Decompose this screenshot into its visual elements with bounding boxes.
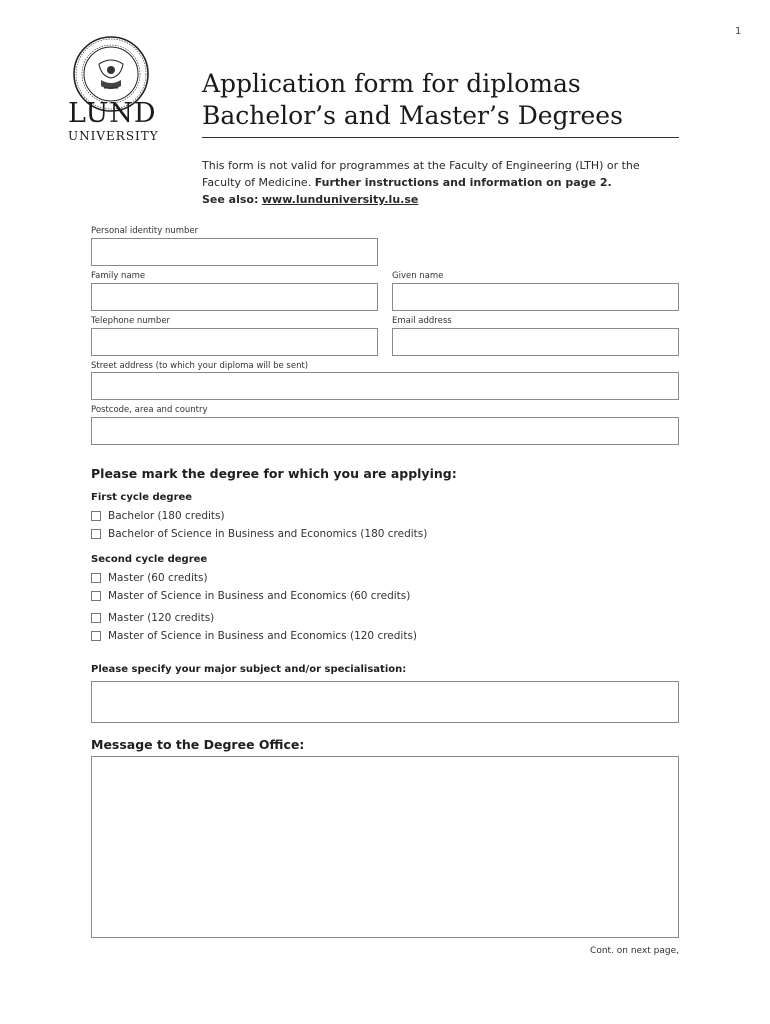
logo-university-text: UNIVERSITY	[68, 129, 159, 143]
given-name-label: Given name	[392, 271, 444, 281]
option-label: Bachelor of Science in Business and Economics (180 credits)	[108, 528, 428, 540]
message-field[interactable]	[91, 756, 679, 938]
family-name-field[interactable]	[91, 283, 378, 311]
option-msc-business-60[interactable]	[91, 590, 410, 602]
street-address-label: Street address (to which your diploma will be sent)	[91, 361, 309, 371]
page-title	[202, 68, 680, 132]
telephone-label: Telephone number	[91, 316, 171, 326]
postcode-label: Postcode, area and country	[91, 405, 208, 415]
title-line-1: Application form for diplomas	[202, 69, 581, 98]
checkbox-master-120[interactable]	[91, 613, 101, 623]
intro-text	[202, 157, 682, 208]
university-logo	[68, 100, 159, 142]
option-msc-business-120[interactable]	[91, 630, 417, 642]
checkbox-msc-business-120[interactable]	[91, 631, 101, 641]
second-cycle-heading: Second cycle degree	[91, 554, 208, 565]
option-master-60[interactable]	[91, 572, 208, 584]
checkbox-bachelor-180[interactable]	[91, 511, 101, 521]
degree-heading: Please mark the degree for which you are applying:	[91, 466, 457, 481]
given-name-field[interactable]	[392, 283, 679, 311]
checkbox-msc-business-60[interactable]	[91, 591, 101, 601]
logo-lund-text: LUND	[68, 98, 157, 129]
major-field[interactable]	[91, 681, 679, 723]
title-line-2: Bachelor’s and Master’s Degrees	[202, 101, 623, 130]
personal-id-label: Personal identity number	[91, 226, 199, 236]
email-field[interactable]	[392, 328, 679, 356]
family-name-label: Family name	[91, 271, 146, 281]
message-heading: Message to the Degree Office:	[91, 737, 305, 752]
checkbox-bsc-business-180[interactable]	[91, 529, 101, 539]
major-label: Please specify your major subject and/or specialisation:	[91, 664, 407, 675]
option-bsc-business-180[interactable]	[91, 528, 427, 540]
email-label: Email address	[392, 316, 452, 326]
option-label: Master of Science in Business and Economics (60 credits)	[108, 590, 411, 602]
see-also-label: See also:	[202, 193, 259, 206]
street-address-field[interactable]	[91, 372, 679, 400]
option-bachelor-180[interactable]	[91, 510, 225, 522]
option-master-120[interactable]	[91, 612, 214, 624]
website-link[interactable]: www.lunduniversity.lu.se	[261, 193, 419, 206]
continued-note: Cont. on next page,	[590, 946, 679, 956]
option-label: Master (120 credits)	[108, 612, 215, 624]
intro-body: This form is not valid for programmes at the Faculty of Engineering (LTH) or the Faculty of Medicine.	[202, 159, 640, 189]
telephone-field[interactable]	[91, 328, 378, 356]
first-cycle-heading: First cycle degree	[91, 492, 193, 503]
intro-further-info: Further instructions and information on page 2.	[314, 176, 612, 189]
checkbox-master-60[interactable]	[91, 573, 101, 583]
option-label: Bachelor (180 credits)	[108, 510, 225, 522]
personal-id-field[interactable]	[91, 238, 378, 266]
title-divider	[202, 137, 679, 138]
page-number: 1	[735, 26, 742, 37]
postcode-field[interactable]	[91, 417, 679, 445]
option-label: Master (60 credits)	[108, 572, 208, 584]
option-label: Master of Science in Business and Economics (120 credits)	[108, 630, 418, 642]
